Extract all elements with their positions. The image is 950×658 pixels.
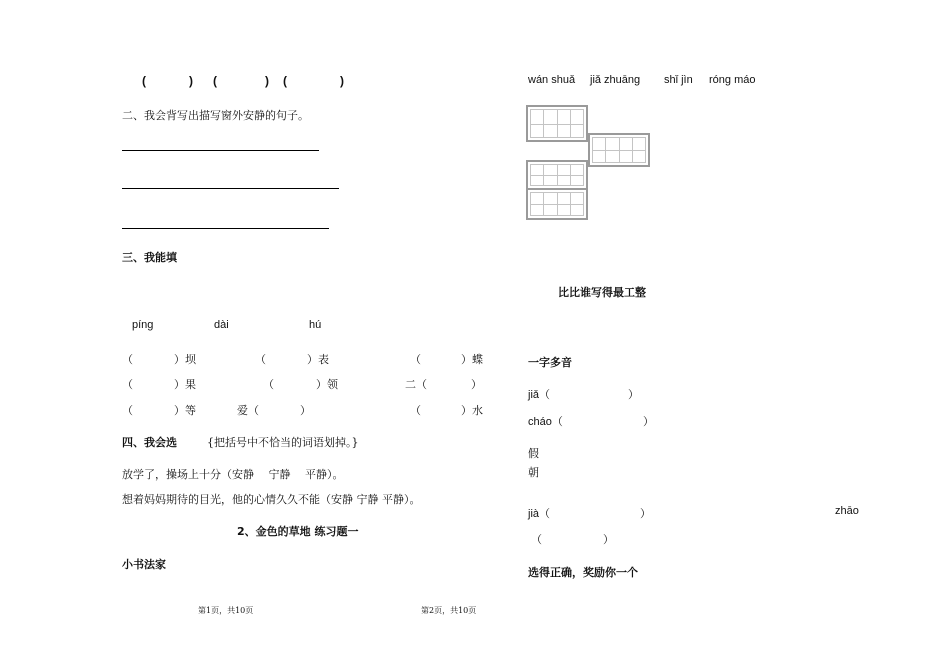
fill-r1-c1-close: ）坝 xyxy=(174,353,196,366)
answer-line-1 xyxy=(122,150,319,151)
top-paren-open-1: ( xyxy=(142,74,146,88)
pinyin-ping: píng xyxy=(132,319,154,331)
writing-grid-2[interactable] xyxy=(588,133,650,167)
fill-r3-c1-close: ）等 xyxy=(174,404,196,417)
polyphone-title: 一字多音 xyxy=(528,356,572,369)
jia3-label: jiǎ（ xyxy=(528,389,551,401)
zhao-paren-open: （ xyxy=(531,533,542,546)
jia4-label: jià（ xyxy=(528,508,551,520)
top-paren-close-3: ) xyxy=(340,74,344,88)
fill-r2-c2-open: （ xyxy=(263,378,274,391)
fill-r1-c1-open: （ xyxy=(122,353,133,366)
answer-line-3 xyxy=(122,228,329,229)
fill-r3-c3-close: ）水 xyxy=(461,404,483,417)
calligraphy-title: 小书法家 xyxy=(122,558,166,571)
chao-close: ） xyxy=(643,415,654,428)
char-jia: 假 xyxy=(528,447,539,460)
pinyin-dai: dài xyxy=(214,319,229,331)
section3-title: 三、我能填 xyxy=(122,251,177,264)
pinyin-wan-shua: wán shuǎ xyxy=(528,74,576,86)
fill-r1-c3-close: ）蝶 xyxy=(461,353,483,366)
writing-grid-4[interactable] xyxy=(526,188,588,220)
fill-r2-c3-open: 二（ xyxy=(405,378,427,391)
jia3-close: ） xyxy=(628,388,639,401)
pinyin-jia-zhuang: jiǎ zhuāng xyxy=(590,74,641,86)
section4-instruction: {把括号中不恰当的词语划掉。} xyxy=(207,436,359,449)
fill-r2-c2-close: ）领 xyxy=(316,378,338,391)
fill-r1-c3-open: （ xyxy=(410,353,421,366)
answer-line-2 xyxy=(122,188,339,189)
top-paren-open-2: ( xyxy=(213,74,217,88)
choose-title: 选得正确，奖励你一个 xyxy=(528,566,638,579)
zhao-paren-close: ） xyxy=(603,533,614,546)
fill-r3-c2-close: ） xyxy=(300,404,311,417)
top-paren-close-2: ) xyxy=(265,74,269,88)
writing-grid-3[interactable] xyxy=(526,160,588,190)
right-page-footer: 第2页，共10页 xyxy=(421,606,477,615)
fill-r3-c1-open: （ xyxy=(122,404,133,417)
pinyin-zhao: zhāo xyxy=(835,505,859,517)
char-chao: 朝 xyxy=(528,466,539,479)
lesson-title: 2、金色的草地 练习题一 xyxy=(237,525,359,538)
writing-grid-1[interactable] xyxy=(526,105,588,142)
fill-r3-c2-open: 爱（ xyxy=(237,404,259,417)
pinyin-rong-mao: róng máo xyxy=(709,74,756,86)
section4-title: 四、我会选 xyxy=(122,436,177,449)
left-page-footer: 第1页，共10页 xyxy=(198,606,254,615)
fill-r2-c3-close: ） xyxy=(471,378,482,391)
fill-r1-c2-open: （ xyxy=(255,353,266,366)
sentence-2: 想着妈妈期待的目光，他的心情久久不能（安静 宁静 平静）。 xyxy=(122,493,421,506)
sentence-1: 放学了，操场上十分（安静 宁静 平静）。 xyxy=(122,468,344,481)
jia4-close: ） xyxy=(640,507,651,520)
pinyin-shi-jin: shǐ jìn xyxy=(664,74,693,86)
compare-title: 比比谁写得最工整 xyxy=(558,286,646,299)
fill-r2-c1-open: （ xyxy=(122,378,133,391)
section2-title: 二、我会背写出描写窗外安静的句子。 xyxy=(122,109,309,122)
pinyin-hu: hú xyxy=(309,319,322,331)
chao-label: cháo（ xyxy=(528,416,563,428)
top-paren-close-1: ) xyxy=(189,74,193,88)
fill-r2-c1-close: ）果 xyxy=(174,378,196,391)
top-paren-open-3: ( xyxy=(283,74,287,88)
fill-r3-c3-open: （ xyxy=(410,404,421,417)
fill-r1-c2-close: ）表 xyxy=(307,353,329,366)
